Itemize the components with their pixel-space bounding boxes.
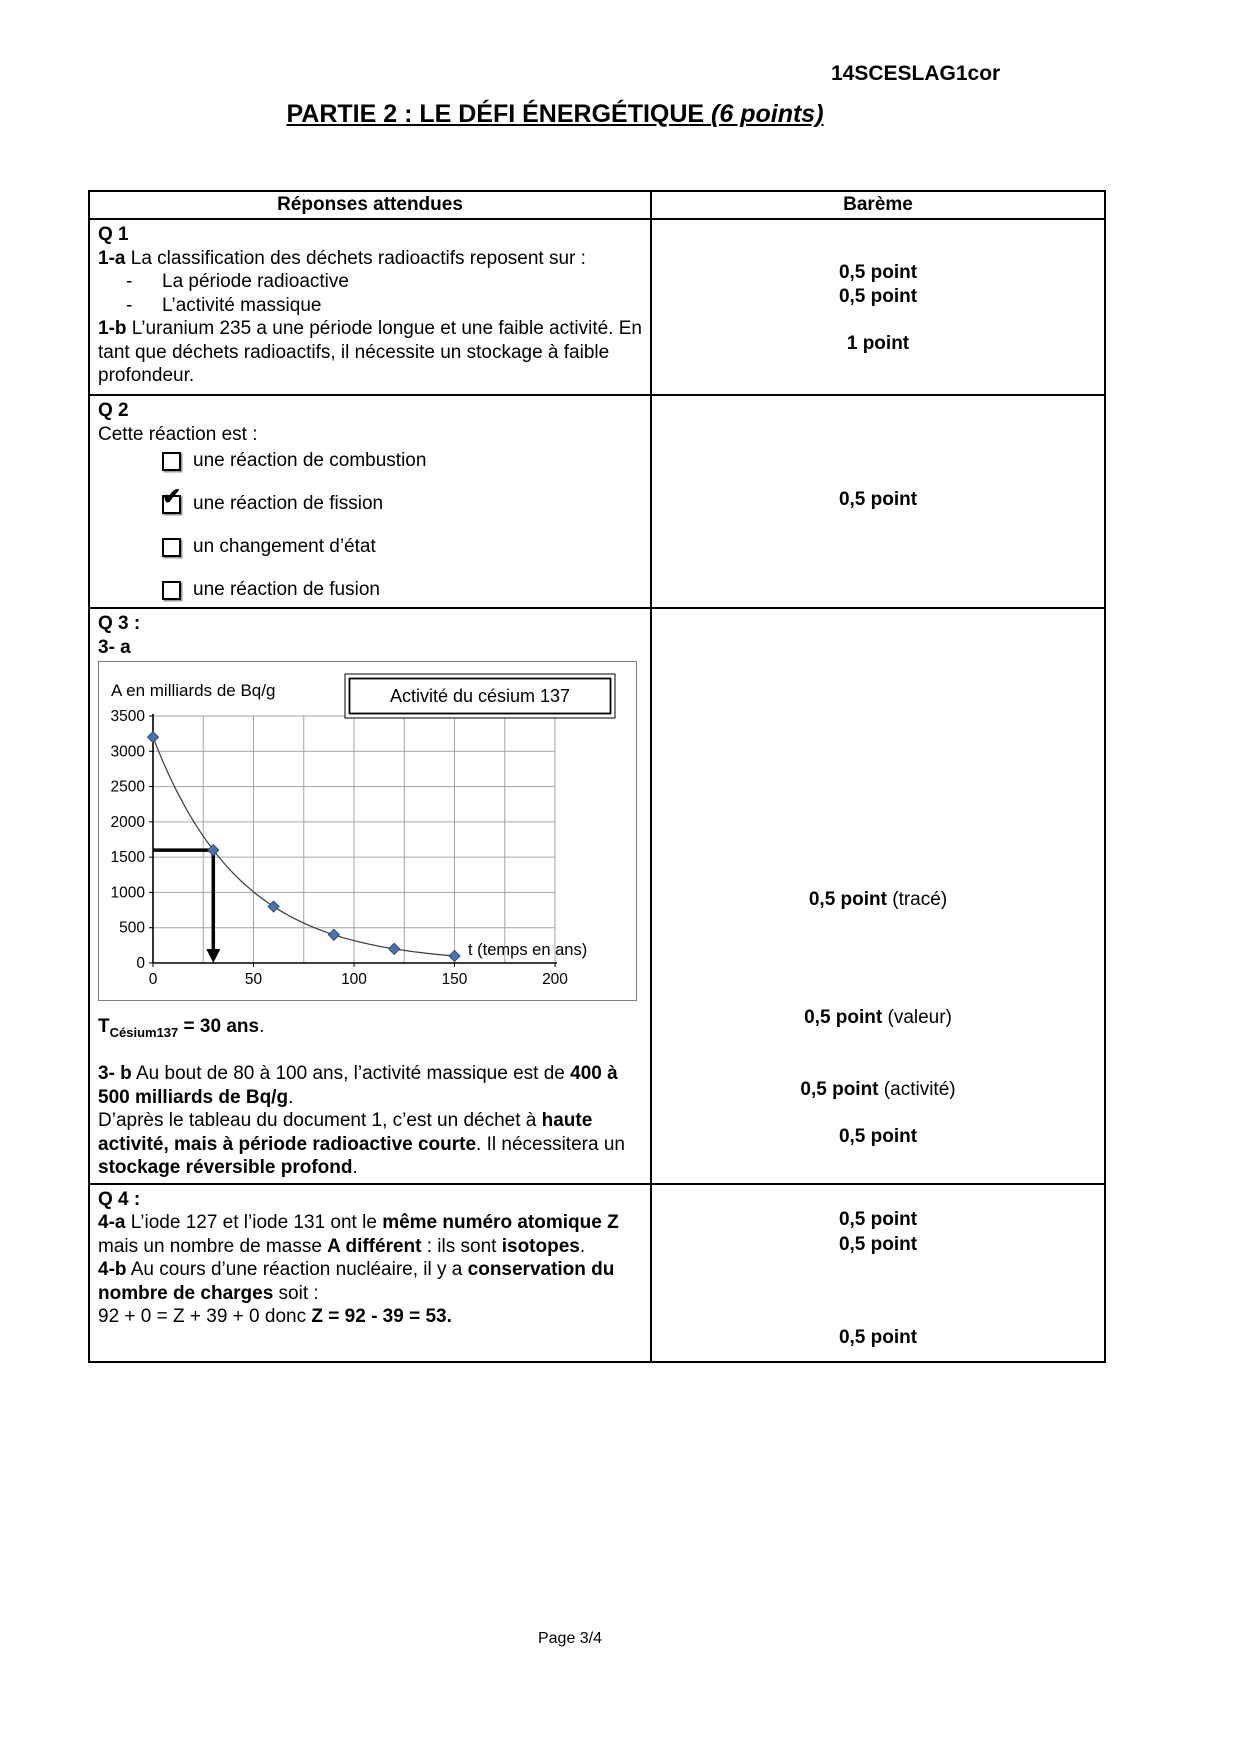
bareme-point: 0,5 point: [838, 1126, 918, 1147]
bareme-point: 0,5 point: [838, 1208, 918, 1230]
q2-option-combustion: [162, 448, 642, 474]
option-label: une réaction de fission: [193, 493, 384, 515]
q4-equation: 92 + 0 = Z + 39 + 0 donc Z = 92 - 39 = 53.: [98, 1306, 452, 1328]
chart-canvas: [99, 662, 634, 998]
page-number: Page 3/4: [537, 1630, 603, 1647]
data-point-marker: [148, 732, 159, 743]
q2-option-changement-etat: [162, 534, 642, 560]
q3-part-b-conclusion: D’après le tableau du document 1, c’est un déchet à haute activité, mais à période radioactive courte. Il nécessitera un stockage réversible profond.: [98, 1110, 625, 1179]
x-tick-label: 0: [148, 971, 158, 988]
x-tick-label: 150: [441, 971, 468, 988]
q4-bareme-cell: [651, 1184, 1105, 1362]
q2-bareme-cell: [651, 395, 1105, 608]
q1-answer-a: 1-a La classification des déchets radioactifs reposent sur :: [98, 247, 586, 269]
x-tick-label: 50: [244, 971, 263, 988]
answers-table-wrapper: [88, 190, 1104, 1363]
bareme-point: 0,5 point (valeur): [804, 1007, 952, 1028]
trace-arrowhead: [206, 949, 220, 963]
q4-part-a-answer: 4-a L’iode 127 et l’iode 131 ont le même numéro atomique Z mais un nombre de masse A différent : ils sont isotopes.: [98, 1212, 619, 1257]
table-header-row: [89, 191, 1105, 219]
q1-row: [89, 219, 1105, 395]
checkbox-icon: [162, 581, 181, 600]
q3-bareme-cell: [651, 608, 1105, 1184]
q3-part-b-answer: 3- b Au bout de 80 à 100 ans, l’activité massique est de 400 à 500 milliards de Bq/g.: [98, 1063, 618, 1108]
data-point-marker: [268, 901, 279, 912]
y-tick-label: 2000: [110, 813, 145, 831]
checkbox-checked-icon: [162, 495, 181, 514]
y-tick-label: 2500: [110, 778, 145, 796]
bareme-point: 0,5 point: [838, 489, 918, 510]
bareme-point: 0,5 point: [838, 262, 918, 283]
q2-intro: Cette réaction est :: [98, 423, 258, 445]
option-label: une réaction de combustion: [193, 450, 427, 472]
q1-answer-b: 1-b L’uranium 235 a une période longue et une faible activité. En tant que déchets radioactifs, il nécessite un stockage à faible profondeur.: [98, 318, 642, 386]
q1-bareme-cell: [651, 219, 1105, 395]
bareme-point: 0,5 point (activité): [800, 1079, 956, 1100]
chart-ylabel: A en milliards de Bq/g: [111, 681, 276, 700]
q4-row: [89, 1184, 1105, 1362]
cesium137-activity-chart: [98, 661, 637, 1001]
y-tick-label: 500: [119, 919, 145, 937]
option-label: une réaction de fusion: [193, 579, 380, 601]
x-tick-label: 100: [341, 971, 367, 988]
q4-part-b-answer: 4-b Au cours d’une réaction nucléaire, il y a conservation du nombre de charges soit :: [98, 1259, 615, 1304]
bareme-point: 0,5 point: [838, 286, 918, 307]
document-code: 14SCESLAG1cor: [831, 62, 1001, 85]
bareme-point: 0,5 point: [838, 1233, 918, 1255]
answers-table: [88, 190, 1106, 1363]
y-tick-label: 1500: [110, 849, 145, 867]
chart-title: Activité du césium 137: [389, 686, 571, 706]
q4-label: Q 4 :: [98, 1188, 141, 1210]
q2-row: [89, 395, 1105, 608]
q1-criterion-activite: - L’activité massique: [98, 294, 642, 318]
y-tick-label: 1000: [110, 884, 145, 902]
bareme-point: 1 point: [846, 333, 910, 354]
q2-answer-cell: [89, 395, 651, 608]
y-tick-label: 3000: [110, 743, 145, 761]
checkbox-icon: [162, 538, 181, 557]
q3-row: [89, 608, 1105, 1184]
data-point-marker: [328, 929, 339, 940]
q3-label: Q 3 :: [98, 613, 141, 634]
page-title: PARTIE 2 : LE DÉFI ÉNERGÉTIQUE (6 points): [286, 100, 824, 128]
q2-option-fission: [162, 491, 642, 517]
header-reponses-attendues: Réponses attendues: [89, 191, 651, 219]
q1-criterion-periode: - La période radioactive: [98, 270, 642, 294]
y-tick-label: 3500: [110, 708, 145, 725]
data-point-marker: [389, 943, 400, 954]
q1-answer-cell: [89, 219, 651, 395]
bareme-point: 0,5 point (tracé): [808, 889, 948, 910]
chart-xlabel: t (temps en ans): [468, 941, 588, 959]
q4-answer-cell: [89, 1184, 651, 1362]
q2-label: Q 2: [98, 400, 129, 421]
q3-halflife-result: $T_{Césium137} = 30$ ans.: [98, 1016, 265, 1040]
header-bareme: Barème: [651, 191, 1105, 219]
q1-label: Q 1: [98, 224, 129, 245]
checkbox-icon: [162, 452, 181, 471]
data-point-marker: [208, 845, 219, 856]
bareme-point: 0,5 point: [838, 1326, 918, 1348]
y-tick-label: 0: [136, 955, 145, 972]
option-label: un changement d’état: [193, 536, 376, 558]
q2-option-fusion: [162, 577, 642, 603]
data-point-marker: [449, 950, 460, 961]
q3-part-a-label: 3- a: [98, 636, 131, 658]
q3-answer-cell: [89, 608, 651, 1184]
x-tick-label: 200: [542, 971, 568, 988]
